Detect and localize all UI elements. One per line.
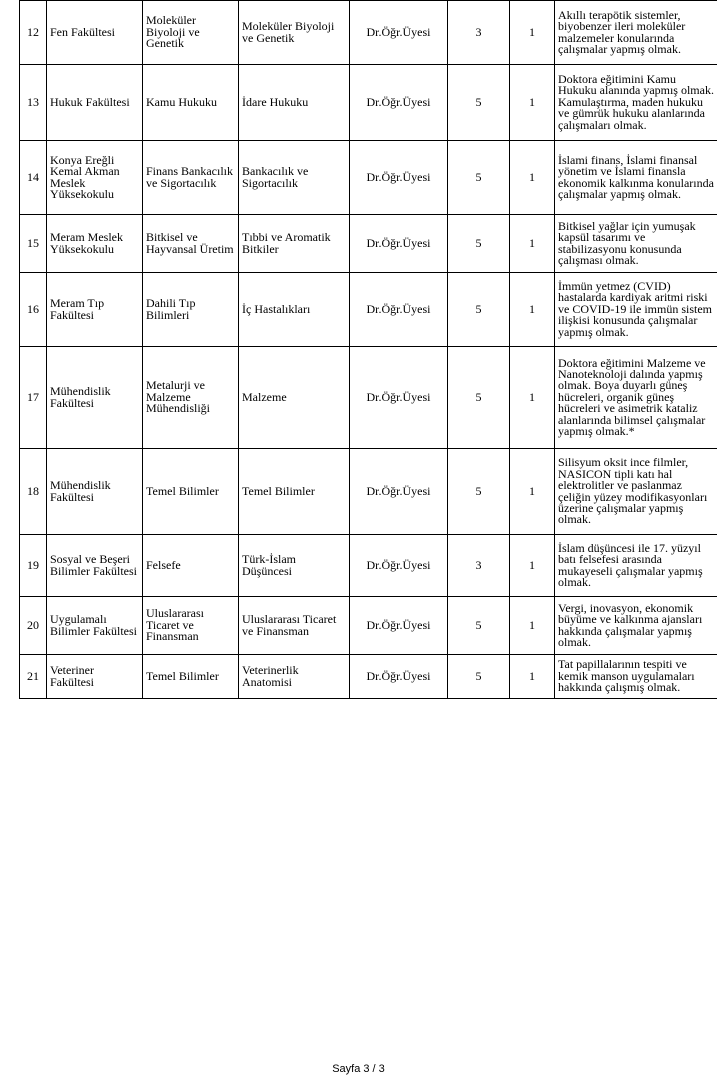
table-row — [20, 449, 717, 535]
cell-degree: 5 — [448, 449, 510, 535]
cell-field: İdare Hukuku — [239, 65, 350, 141]
cell-no: 19 — [20, 535, 47, 597]
cell-field: İç Hastalıkları — [239, 273, 350, 347]
cell-title: Dr.Öğr.Üyesi — [350, 347, 448, 449]
cell-title: Dr.Öğr.Üyesi — [350, 65, 448, 141]
cell-unit: Sosyal ve Beşeri Bilimler Fakültesi — [47, 535, 143, 597]
cell-requirement: Silisyum oksit ince filmler, NASICON tipli katı hal elektrolitler ve paslanmaz çeliğin yüzey modifikasyonları üzerine çalışmalar yapmış olmak. — [555, 449, 717, 535]
cell-requirement: Akıllı terapötik sistemler, biyobenzer ileri moleküler malzemeler konularında çalışmalar yapmış olmak. — [555, 1, 717, 65]
cell-unit: Veteriner Fakültesi — [47, 655, 143, 699]
table-row — [20, 347, 717, 449]
cell-title: Dr.Öğr.Üyesi — [350, 141, 448, 215]
cell-department: Kamu Hukuku — [143, 65, 239, 141]
cell-title: Dr.Öğr.Üyesi — [350, 449, 448, 535]
cell-count: 1 — [510, 597, 555, 655]
table-row — [20, 1, 717, 65]
cell-title: Dr.Öğr.Üyesi — [350, 535, 448, 597]
cell-unit: Mühendislik Fakültesi — [47, 449, 143, 535]
cell-title: Dr.Öğr.Üyesi — [350, 273, 448, 347]
page-number: Sayfa 3 / 3 — [332, 1063, 385, 1075]
cell-field: Türk-İslam Düşüncesi — [239, 535, 350, 597]
cell-no: 12 — [20, 1, 47, 65]
cell-count: 1 — [510, 449, 555, 535]
cell-unit: Meram Meslek Yüksekokulu — [47, 215, 143, 273]
cell-no: 16 — [20, 273, 47, 347]
cell-unit: Uygulamalı Bilimler Fakültesi — [47, 597, 143, 655]
cell-no: 17 — [20, 347, 47, 449]
cell-degree: 5 — [448, 215, 510, 273]
cell-degree: 5 — [448, 655, 510, 699]
cell-no: 15 — [20, 215, 47, 273]
cell-unit: Mühendislik Fakültesi — [47, 347, 143, 449]
cell-requirement: İmmün yetmez (CVID) hastalarda kardiyak aritmi riski ve COVID-19 ile immün sistem ilişkisi konusunda çalışmalar yapmış olmak. — [555, 273, 717, 347]
cell-count: 1 — [510, 347, 555, 449]
cell-degree: 3 — [448, 1, 510, 65]
cell-unit: Konya Ereğli Kemal Akman Meslek Yüksekokulu — [47, 141, 143, 215]
cell-department: Felsefe — [143, 535, 239, 597]
positions-table — [19, 0, 717, 699]
cell-field: Bankacılık ve Sigortacılık — [239, 141, 350, 215]
cell-no: 20 — [20, 597, 47, 655]
cell-count: 1 — [510, 535, 555, 597]
cell-degree: 5 — [448, 65, 510, 141]
cell-title: Dr.Öğr.Üyesi — [350, 655, 448, 699]
table-row — [20, 655, 717, 699]
cell-field: Tıbbi ve Aromatik Bitkiler — [239, 215, 350, 273]
table-row — [20, 65, 717, 141]
cell-count: 1 — [510, 273, 555, 347]
table-row — [20, 535, 717, 597]
cell-count: 1 — [510, 65, 555, 141]
cell-requirement: Vergi, inovasyon, ekonomik büyüme ve kalkınma ajansları hakkında çalışmalar yapmış olmak. — [555, 597, 717, 655]
cell-requirement: Doktora eğitimini Kamu Hukuku alanında yapmış olmak. Kamulaştırma, maden hukuku ve gümrük hukuku alanlarında çalışmaları olmak. — [555, 65, 717, 141]
cell-department: Bitkisel ve Hayvansal Üretim — [143, 215, 239, 273]
cell-degree: 5 — [448, 347, 510, 449]
cell-count: 1 — [510, 215, 555, 273]
cell-unit: Fen Fakültesi — [47, 1, 143, 65]
cell-count: 1 — [510, 141, 555, 215]
cell-field: Temel Bilimler — [239, 449, 350, 535]
cell-unit: Hukuk Fakültesi — [47, 65, 143, 141]
cell-degree: 5 — [448, 597, 510, 655]
cell-department: Finans Bankacılık ve Sigortacılık — [143, 141, 239, 215]
cell-title: Dr.Öğr.Üyesi — [350, 1, 448, 65]
cell-requirement: İslam düşüncesi ile 17. yüzyıl batı felsefesi arasında mukayeseli çalışmalar yapmış olmak. — [555, 535, 717, 597]
cell-field: Moleküler Biyoloji ve Genetik — [239, 1, 350, 65]
cell-department: Dahili Tıp Bilimleri — [143, 273, 239, 347]
cell-department: Temel Bilimler — [143, 655, 239, 699]
cell-no: 21 — [20, 655, 47, 699]
cell-count: 1 — [510, 655, 555, 699]
cell-requirement: Tat papillalarının tespiti ve kemik manson uygulamaları hakkında çalışmış olmak. — [555, 655, 717, 699]
cell-title: Dr.Öğr.Üyesi — [350, 597, 448, 655]
cell-no: 14 — [20, 141, 47, 215]
cell-department: Temel Bilimler — [143, 449, 239, 535]
table-row — [20, 141, 717, 215]
cell-requirement: Bitkisel yağlar için yumuşak kapsül tasarımı ve stabilizasyonu konusunda çalışması olmak. — [555, 215, 717, 273]
cell-field: Veterinerlik Anatomisi — [239, 655, 350, 699]
cell-department: Moleküler Biyoloji ve Genetik — [143, 1, 239, 65]
table-row — [20, 273, 717, 347]
cell-department: Metalurji ve Malzeme Mühendisliği — [143, 347, 239, 449]
cell-no: 13 — [20, 65, 47, 141]
table-body — [20, 1, 717, 699]
cell-degree: 3 — [448, 535, 510, 597]
cell-department: Uluslararası Ticaret ve Finansman — [143, 597, 239, 655]
cell-requirement: İslami finans, İslami finansal yönetim ve İslami finansla ekonomik kalkınma konularında çalışmalar yapmış olmak. — [555, 141, 717, 215]
cell-requirement: Doktora eğitimini Malzeme ve Nanoteknoloji dalında yapmış olmak. Boya duyarlı güneş hücreleri, organik güneş hücreleri ve asimetrik kataliz alanlarında bilimsel çalışmalar yapmış olmak.* — [555, 347, 717, 449]
cell-unit: Meram Tıp Fakültesi — [47, 273, 143, 347]
cell-degree: 5 — [448, 273, 510, 347]
cell-title: Dr.Öğr.Üyesi — [350, 215, 448, 273]
cell-field: Malzeme — [239, 347, 350, 449]
table-row — [20, 215, 717, 273]
cell-no: 18 — [20, 449, 47, 535]
cell-count: 1 — [510, 1, 555, 65]
cell-field: Uluslararası Ticaret ve Finansman — [239, 597, 350, 655]
cell-degree: 5 — [448, 141, 510, 215]
table-row — [20, 597, 717, 655]
